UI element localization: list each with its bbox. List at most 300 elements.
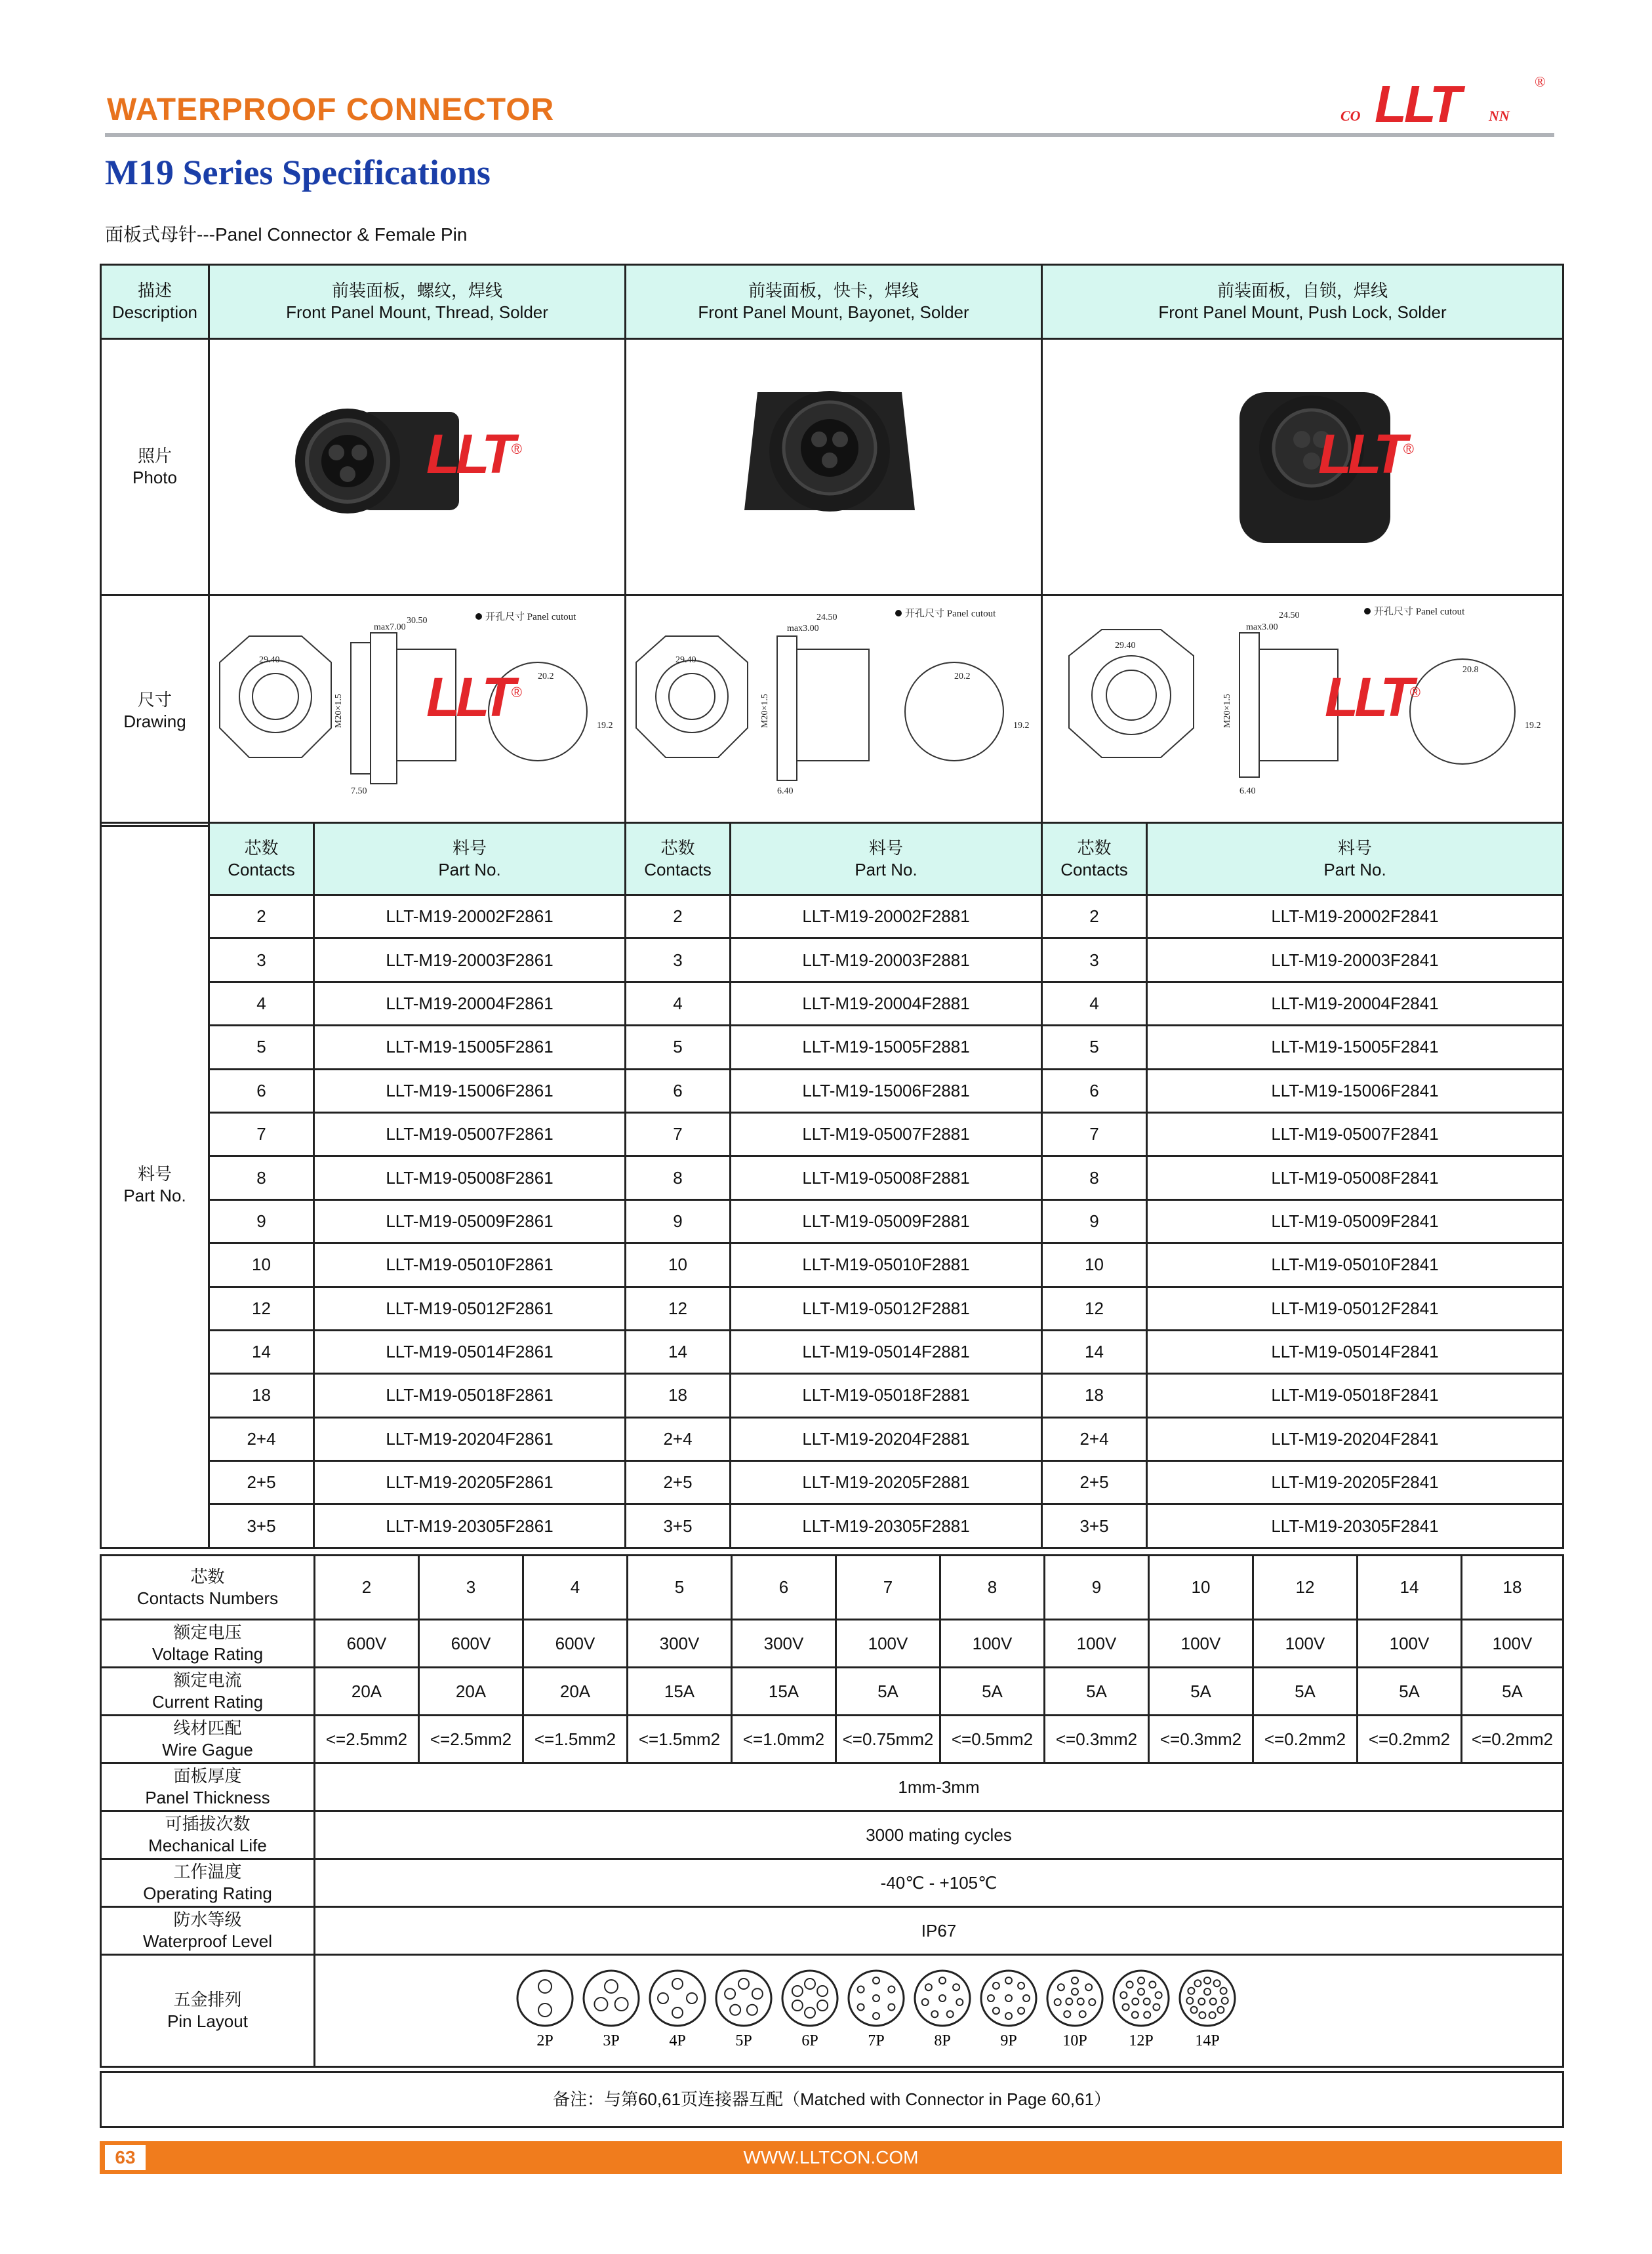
brand-logo <box>1338 72 1561 131</box>
pin-dot <box>672 2007 683 2018</box>
section-title: M19 Series Specifications <box>105 153 491 192</box>
contacts-cell: 2+4 <box>626 1417 731 1460</box>
contacts-cell: 3 <box>209 938 314 982</box>
part-number-cell: LLT-M19-15006F2861 <box>314 1069 626 1112</box>
svg-text:29.40: 29.40 <box>1115 640 1136 651</box>
pin-dot <box>1214 1980 1220 1986</box>
current-rating-value: 5A <box>940 1668 1045 1716</box>
pin-layout-10P <box>1047 1971 1102 2049</box>
contacts-number-value: 8 <box>940 1556 1045 1620</box>
svg-text:19.2: 19.2 <box>597 720 613 731</box>
column-thread-header: 前装面板，螺纹，焊线 Front Panel Mount, Thread, Solder <box>209 265 626 339</box>
drawing-bayonet <box>626 595 1042 826</box>
current-rating-value: 15A <box>732 1668 836 1716</box>
pin-dot <box>939 1995 946 2002</box>
svg-text:M20×1.5: M20×1.5 <box>1222 693 1232 728</box>
drawing-thread-svg <box>210 597 624 820</box>
part-number-cell: LLT-M19-20305F2841 <box>1147 1504 1563 1548</box>
pin-dot <box>615 1998 628 2011</box>
contacts-number-value: 10 <box>1149 1556 1253 1620</box>
part-header-3: 料号 Part No. <box>1147 823 1563 895</box>
pin-dot <box>805 2007 815 2018</box>
pin-dot <box>1199 2012 1205 2019</box>
pin-dot <box>1204 1977 1211 1984</box>
current-rating-value: 5A <box>1149 1668 1253 1716</box>
logo-registered-mark: ® <box>1535 73 1546 90</box>
logo-graphic <box>1338 72 1561 131</box>
svg-text:max3.00: max3.00 <box>787 623 819 634</box>
pin-dot <box>1198 1998 1205 2005</box>
pin-dot <box>993 2007 999 2014</box>
contacts-cell: 12 <box>209 1287 314 1330</box>
voltage-rating-value: 600V <box>315 1620 419 1668</box>
contacts-cell: 18 <box>626 1374 731 1417</box>
connector-pushlock-image <box>1043 340 1562 589</box>
part-number-cell: LLT-M19-05010F2861 <box>314 1243 626 1287</box>
part-no-label: 料号 Part No. <box>101 823 209 1548</box>
part-number-cell: LLT-M19-20205F2881 <box>731 1461 1042 1504</box>
voltage-rating-value: 600V <box>523 1620 628 1668</box>
pin-layout-label-text: 5P <box>735 2032 752 2049</box>
part-number-cell: LLT-M19-20002F2881 <box>731 895 1042 938</box>
pin-layout-label-text: 2P <box>536 2032 554 2049</box>
pin-dot <box>1005 2013 1012 2019</box>
voltage-rating-value: 100V <box>940 1620 1045 1668</box>
contacts-cell: 10 <box>626 1243 731 1287</box>
svg-text:7.50: 7.50 <box>351 786 367 796</box>
operating-temp-label: 工作温度 Operating Rating <box>101 1859 315 1907</box>
contacts-cell: 6 <box>209 1069 314 1112</box>
pin-dot <box>1079 2011 1086 2017</box>
part-number-cell: LLT-M19-15006F2841 <box>1147 1069 1563 1112</box>
contacts-cell: 5 <box>209 1026 314 1069</box>
part-number-cell: LLT-M19-05018F2841 <box>1147 1374 1563 1417</box>
connector-thread-image <box>210 340 624 589</box>
wire-gauge-value: <=0.2mm2 <box>1253 1716 1358 1763</box>
pin-layout-label: 五金排列 Pin Layout <box>101 1955 315 2067</box>
contacts-cell: 7 <box>209 1112 314 1156</box>
pin-dot <box>605 1980 618 1993</box>
subtitle: 面板式母针---Panel Connector & Female Pin <box>105 224 468 245</box>
svg-text:19.2: 19.2 <box>1013 720 1030 731</box>
svg-text:30.50: 30.50 <box>407 615 428 626</box>
panel-thickness-value: 1mm-3mm <box>315 1763 1563 1811</box>
pin-dot <box>1120 1992 1127 1998</box>
svg-text:M20×1.5: M20×1.5 <box>760 693 770 728</box>
svg-text:max7.00: max7.00 <box>374 622 406 632</box>
drawing-pushlock-svg <box>1043 597 1562 820</box>
part-number-cell: LLT-M19-20204F2881 <box>731 1417 1042 1460</box>
part-number-cell: LLT-M19-05012F2881 <box>731 1287 1042 1330</box>
contacts-cell: 12 <box>626 1287 731 1330</box>
svg-text:开孔尺寸 Panel cutout: 开孔尺寸 Panel cutout <box>905 608 996 619</box>
pin-dot <box>1153 2004 1159 2011</box>
parts-row <box>101 895 1563 938</box>
parts-row <box>101 938 1563 982</box>
contacts-cell: 3 <box>1042 938 1147 982</box>
pin-dot <box>1089 1999 1095 2005</box>
pin-dot <box>1072 1988 1078 1995</box>
part-number-cell: LLT-M19-15006F2881 <box>731 1069 1042 1112</box>
voltage-rating-value: 100V <box>1149 1620 1253 1668</box>
part-number-cell: LLT-M19-05008F2861 <box>314 1156 626 1199</box>
contacts-cell: 14 <box>1042 1330 1147 1373</box>
description-label: 描述 Description <box>101 265 209 339</box>
pin-dot <box>956 1999 963 2005</box>
voltage-rating-value: 300V <box>628 1620 732 1668</box>
svg-text:24.50: 24.50 <box>1279 610 1300 620</box>
current-rating-value: 5A <box>1253 1668 1358 1716</box>
pin-dot <box>658 1993 668 2003</box>
pin-dot <box>1144 1998 1150 2005</box>
watermark-drawing-3: LLT® <box>1325 666 1417 728</box>
pin-layout-diagram <box>315 1956 1561 2061</box>
parts-row <box>101 1504 1563 1548</box>
contacts-cell: 2+4 <box>1042 1417 1147 1460</box>
current-rating-value: 20A <box>523 1668 628 1716</box>
svg-text:开孔尺寸 Panel cutout: 开孔尺寸 Panel cutout <box>1374 606 1465 617</box>
contacts-cell: 3+5 <box>626 1504 731 1548</box>
pin-dot <box>1055 1999 1061 2005</box>
contacts-cell: 18 <box>209 1374 314 1417</box>
voltage-rating-value: 600V <box>419 1620 523 1668</box>
parts-row <box>101 1287 1563 1330</box>
pin-dot <box>747 2005 757 2015</box>
pin-dot <box>538 2003 552 2017</box>
part-number-cell: LLT-M19-20003F2861 <box>314 938 626 982</box>
pin-dot <box>1138 1988 1144 1995</box>
watermark-registered-mark: ® <box>511 441 518 457</box>
part-number-cell: LLT-M19-05007F2881 <box>731 1112 1042 1156</box>
svg-text:20.8: 20.8 <box>1462 664 1479 675</box>
part-number-cell: LLT-M19-15005F2861 <box>314 1026 626 1069</box>
part-number-cell: LLT-M19-20002F2841 <box>1147 895 1563 938</box>
contacts-number-value: 12 <box>1253 1556 1358 1620</box>
svg-text:29.40: 29.40 <box>675 654 696 665</box>
header-divider <box>105 133 1554 137</box>
pin-layout-9P <box>981 1971 1036 2049</box>
watermark-registered-mark: ® <box>1409 684 1417 700</box>
svg-text:20.2: 20.2 <box>538 671 554 681</box>
part-number-cell: LLT-M19-05009F2881 <box>731 1199 1042 1243</box>
contacts-cell: 7 <box>1042 1112 1147 1156</box>
wire-gauge-value: <=2.5mm2 <box>315 1716 419 1763</box>
pin-dot <box>752 1988 763 1999</box>
contacts-cell: 14 <box>209 1330 314 1373</box>
photo-label: 照片 Photo <box>101 339 209 595</box>
part-number-cell: LLT-M19-20004F2861 <box>314 982 626 1025</box>
pin-dot <box>725 1988 735 1999</box>
current-rating-value: 5A <box>1462 1668 1563 1716</box>
part-number-cell: LLT-M19-20003F2881 <box>731 938 1042 982</box>
pin-dot <box>1066 1998 1072 2005</box>
contacts-number-value: 18 <box>1462 1556 1563 1620</box>
pin-layout-7P <box>849 1971 904 2049</box>
pin-dot <box>925 1984 932 1990</box>
part-number-cell: LLT-M19-20305F2861 <box>314 1504 626 1548</box>
contacts-cell: 2 <box>1042 895 1147 938</box>
pin-layout-label-text: 7P <box>868 2032 885 2049</box>
contacts-cell: 12 <box>1042 1287 1147 1330</box>
column-bayonet-header: 前装面板，快卡，焊线 Front Panel Mount, Bayonet, Solder <box>626 265 1042 339</box>
pin-layout-label-text: 6P <box>801 2032 818 2049</box>
pin-dot <box>888 2004 895 2011</box>
parts-row <box>101 1199 1563 1243</box>
contacts-number-value: 5 <box>628 1556 732 1620</box>
pin-layout-3P <box>584 1971 639 2049</box>
wire-gauge-value: <=0.2mm2 <box>1358 1716 1462 1763</box>
contacts-header-3: 芯数 Contacts <box>1042 823 1147 895</box>
pin-layout-6P <box>782 1971 837 2049</box>
part-number-cell: LLT-M19-05008F2881 <box>731 1156 1042 1199</box>
contacts-cell: 10 <box>1042 1243 1147 1287</box>
part-number-cell: LLT-M19-05012F2841 <box>1147 1287 1563 1330</box>
pin-layout-14P <box>1180 1971 1235 2049</box>
pin-dot <box>1058 1984 1064 1990</box>
svg-text:29.40: 29.40 <box>259 654 280 665</box>
part-number-cell: LLT-M19-05007F2841 <box>1147 1112 1563 1156</box>
contacts-cell: 2+5 <box>626 1461 731 1504</box>
wire-gauge-value: <=2.5mm2 <box>419 1716 523 1763</box>
pin-dot <box>1078 1998 1084 2005</box>
part-number-cell: LLT-M19-20003F2841 <box>1147 938 1563 982</box>
contacts-cell: 14 <box>626 1330 731 1373</box>
current-rating-value: 5A <box>836 1668 940 1716</box>
matching-note: 备注：与第60,61页连接器互配（Matched with Connector in Page 60,61） <box>101 2072 1563 2127</box>
parts-row <box>101 1156 1563 1199</box>
pin-dot <box>988 1995 994 2002</box>
parts-row <box>101 1026 1563 1069</box>
contacts-number-value: 4 <box>523 1556 628 1620</box>
column-pushlock-header: 前装面板，自锁，焊线 Front Panel Mount, Push Lock, Solder <box>1042 265 1563 339</box>
wire-gauge-label: 线材匹配 Wire Gague <box>101 1716 315 1763</box>
parts-row <box>101 1374 1563 1417</box>
voltage-rating-value: 100V <box>1358 1620 1462 1668</box>
pin-layout-label-text: 9P <box>1000 2032 1017 2049</box>
part-number-cell: LLT-M19-05009F2841 <box>1147 1199 1563 1243</box>
logo-left-text: CO <box>1340 108 1361 124</box>
part-number-cell: LLT-M19-05010F2841 <box>1147 1243 1563 1287</box>
contacts-header-1: 芯数 Contacts <box>209 823 314 895</box>
pin-dot <box>1064 2011 1070 2017</box>
watermark-registered-mark: ® <box>1403 441 1410 457</box>
photo-thread <box>209 339 626 595</box>
pin-dot <box>873 1995 879 2002</box>
pin-dot <box>1072 1977 1078 1984</box>
contacts-header-2: 芯数 Contacts <box>626 823 731 895</box>
pin-layout-8P <box>915 1971 970 2049</box>
drawing-thread <box>209 595 626 826</box>
pin-dot <box>792 1986 803 1996</box>
pin-dot <box>1023 1995 1030 2002</box>
pin-dot <box>993 1982 999 1989</box>
contacts-cell: 8 <box>1042 1156 1147 1199</box>
svg-text:max3.00: max3.00 <box>1246 622 1278 632</box>
pin-dot <box>1220 1988 1227 1994</box>
pin-dot <box>1018 1982 1024 1989</box>
contacts-number-row <box>101 1556 1563 1620</box>
contacts-number-value: 9 <box>1045 1556 1149 1620</box>
contacts-cell: 4 <box>209 982 314 1025</box>
pin-dot <box>1123 2004 1129 2011</box>
part-number-cell: LLT-M19-05018F2861 <box>314 1374 626 1417</box>
part-number-cell: LLT-M19-05014F2841 <box>1147 1330 1563 1373</box>
part-number-cell: LLT-M19-20205F2861 <box>314 1461 626 1504</box>
contacts-cell: 2 <box>209 895 314 938</box>
contacts-cell: 2+4 <box>209 1417 314 1460</box>
part-header-1: 料号 Part No. <box>314 823 626 895</box>
pin-layout-value <box>315 1955 1563 2067</box>
wire-gauge-value: <=0.3mm2 <box>1149 1716 1253 1763</box>
wire-gauge-value: <=1.5mm2 <box>523 1716 628 1763</box>
pin-dot <box>1194 1980 1201 1986</box>
svg-text:开孔尺寸 Panel cutout: 开孔尺寸 Panel cutout <box>485 611 576 622</box>
contacts-number-value: 3 <box>419 1556 523 1620</box>
description-table <box>100 264 1564 827</box>
parts-row <box>101 1461 1563 1504</box>
contacts-cell: 9 <box>209 1199 314 1243</box>
svg-text:6.40: 6.40 <box>1239 786 1256 796</box>
wire-gauge-row <box>101 1716 1563 1763</box>
pin-dot <box>805 1979 815 1989</box>
pin-dot <box>594 1998 607 2011</box>
contacts-cell: 5 <box>1042 1026 1147 1069</box>
pin-dot <box>672 1979 683 1989</box>
svg-text:M20×1.5: M20×1.5 <box>334 693 344 728</box>
website-link[interactable]: WWW.LLTCON.COM <box>743 2147 919 2167</box>
contacts-cell: 5 <box>626 1026 731 1069</box>
pin-dot <box>538 1980 552 1993</box>
pin-dot <box>1132 1998 1138 2005</box>
current-rating-value: 20A <box>315 1668 419 1716</box>
svg-text:19.2: 19.2 <box>1525 720 1541 731</box>
pin-dot <box>738 1979 749 1989</box>
pin-layout-5P <box>716 1971 771 2049</box>
waterproof-level-row <box>101 1907 1563 1955</box>
current-rating-value: 5A <box>1358 1668 1462 1716</box>
part-number-cell: LLT-M19-05010F2881 <box>731 1243 1042 1287</box>
part-number-cell: LLT-M19-20002F2861 <box>314 895 626 938</box>
mechanical-life-row <box>101 1811 1563 1859</box>
pin-dot <box>817 2000 828 2011</box>
pin-dot <box>1018 2007 1024 2014</box>
contacts-number-value: 14 <box>1358 1556 1462 1620</box>
wire-gauge-value: <=0.5mm2 <box>940 1716 1045 1763</box>
watermark-registered-mark: ® <box>511 684 518 700</box>
voltage-rating-value: 100V <box>1045 1620 1149 1668</box>
part-number-cell: LLT-M19-05018F2881 <box>731 1374 1042 1417</box>
logo-main-text: LLT <box>1375 75 1459 131</box>
part-number-cell: LLT-M19-20205F2841 <box>1147 1461 1563 1504</box>
mechanical-life-value: 3000 mating cycles <box>315 1811 1563 1859</box>
pin-dot <box>873 2013 879 2019</box>
pin-dot <box>1188 1988 1194 1994</box>
pin-dot <box>817 1986 828 1996</box>
pin-dot <box>947 2011 954 2017</box>
part-header-2: 料号 Part No. <box>731 823 1042 895</box>
parts-row <box>101 1112 1563 1156</box>
contacts-cell: 3+5 <box>1042 1504 1147 1548</box>
drawing-pushlock <box>1042 595 1563 826</box>
pin-dot <box>1191 2007 1198 2013</box>
mechanical-life-label: 可插拔次数 Mechanical Life <box>101 1811 315 1859</box>
contacts-number-value: 7 <box>836 1556 940 1620</box>
pin-dot <box>858 2004 864 2011</box>
current-rating-value: 5A <box>1045 1668 1149 1716</box>
contacts-cell: 3 <box>626 938 731 982</box>
current-rating-value: 20A <box>419 1668 523 1716</box>
pin-dot <box>1138 1977 1144 1984</box>
parts-row <box>101 1330 1563 1373</box>
wire-gauge-value: <=0.75mm2 <box>836 1716 940 1763</box>
photo-pushlock <box>1042 339 1563 595</box>
contacts-cell: 9 <box>626 1199 731 1243</box>
pin-dot <box>873 1977 879 1984</box>
contacts-cell: 6 <box>1042 1069 1147 1112</box>
wire-gauge-value: <=0.3mm2 <box>1045 1716 1149 1763</box>
pin-dot <box>939 1977 946 1984</box>
part-number-cell: LLT-M19-20204F2861 <box>314 1417 626 1460</box>
operating-temp-value: -40℃ - +105℃ <box>315 1859 1563 1907</box>
part-number-cell: LLT-M19-15005F2841 <box>1147 1026 1563 1069</box>
pin-dot <box>1127 1981 1133 1988</box>
wire-gauge-value: <=0.2mm2 <box>1462 1716 1563 1763</box>
pin-layout-label-text: 12P <box>1129 2032 1154 2049</box>
part-number-cell: LLT-M19-05014F2881 <box>731 1330 1042 1373</box>
pin-layout-label-text: 3P <box>603 2032 620 2049</box>
contacts-cell: 2+5 <box>1042 1461 1147 1504</box>
part-number-cell: LLT-M19-05007F2861 <box>314 1112 626 1156</box>
pin-dot <box>1149 1981 1156 1988</box>
parts-row <box>101 1069 1563 1112</box>
part-number-cell: LLT-M19-05009F2861 <box>314 1199 626 1243</box>
pin-dot <box>858 1986 864 1993</box>
current-rating-label: 额定电流 Current Rating <box>101 1668 315 1716</box>
part-number-cell: LLT-M19-20004F2881 <box>731 982 1042 1025</box>
contacts-cell: 9 <box>1042 1199 1147 1243</box>
contacts-number-value: 6 <box>732 1556 836 1620</box>
contacts-cell: 18 <box>1042 1374 1147 1417</box>
spec-table <box>100 1554 1564 2068</box>
contacts-cell: 6 <box>626 1069 731 1112</box>
voltage-rating-row <box>101 1620 1563 1668</box>
photo-bayonet <box>626 339 1042 595</box>
svg-text:6.40: 6.40 <box>777 786 794 796</box>
pin-dot <box>1186 1998 1193 2004</box>
pin-layout-label-text: 8P <box>934 2032 951 2049</box>
pin-layout-4P <box>650 1971 705 2049</box>
voltage-rating-label: 额定电压 Voltage Rating <box>101 1620 315 1668</box>
pin-dot <box>1217 2007 1224 2013</box>
pin-dot <box>1209 2012 1216 2019</box>
contacts-cell: 3+5 <box>209 1504 314 1548</box>
part-number-cell: LLT-M19-15005F2881 <box>731 1026 1042 1069</box>
parts-table <box>100 822 1564 1549</box>
pin-dot <box>687 1993 697 2003</box>
part-number-cell: LLT-M19-20305F2881 <box>731 1504 1042 1548</box>
pin-dot <box>888 1986 895 1993</box>
waterproof-level-value: IP67 <box>315 1907 1563 1955</box>
footer-bar <box>100 2141 1562 2174</box>
page-number: 63 <box>105 2145 146 2170</box>
contacts-cell: 4 <box>626 982 731 1025</box>
watermark-drawing-1: LLT® <box>426 666 518 728</box>
pin-dot <box>792 2000 803 2011</box>
parts-row <box>101 982 1563 1025</box>
operating-temp-row <box>101 1859 1563 1907</box>
pin-layout-2P <box>517 1971 573 2049</box>
contacts-cell: 4 <box>1042 982 1147 1025</box>
